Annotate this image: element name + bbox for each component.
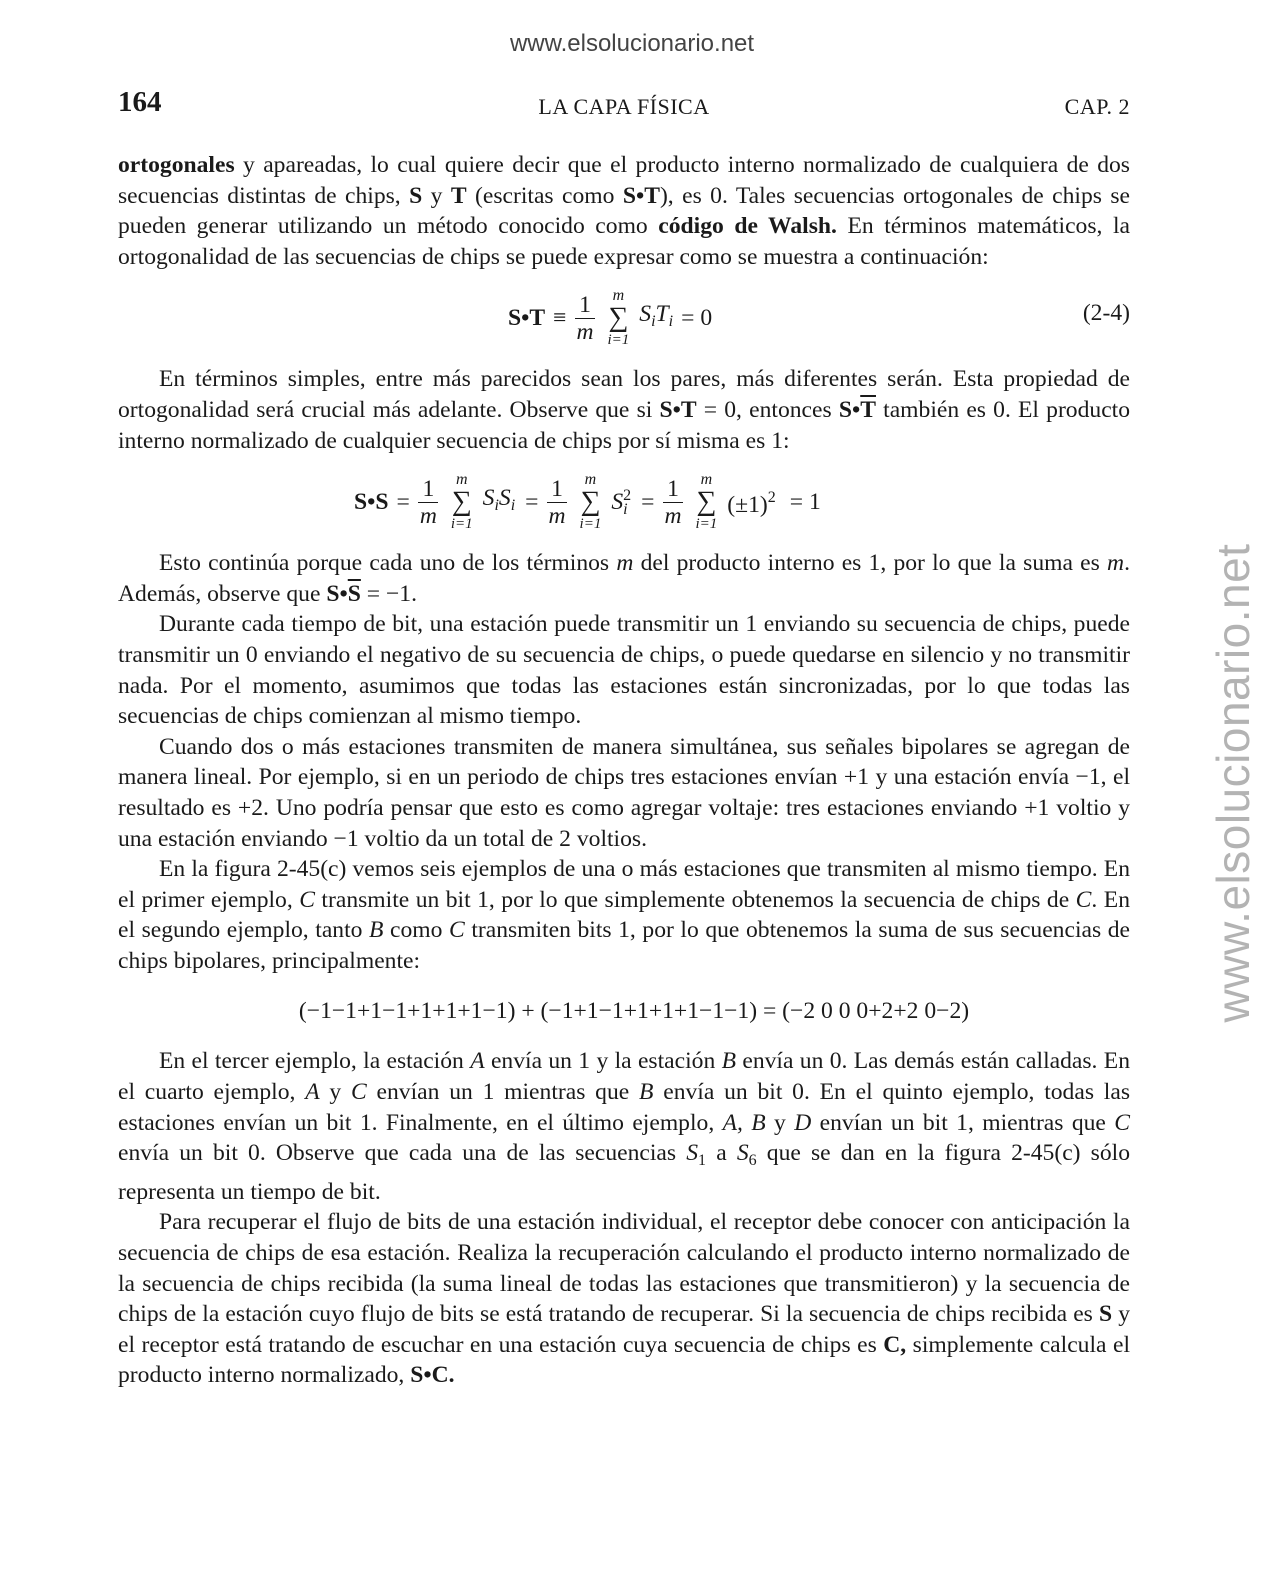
- watermark-top: www.elsolucionario.net: [509, 30, 755, 57]
- var: C: [1114, 1109, 1131, 1136]
- var: S: [639, 301, 652, 328]
- denominator: m: [576, 318, 594, 345]
- term: S•C.: [410, 1362, 455, 1389]
- page-body: [118, 150, 1130, 1391]
- text: En términos simples, entre más parecidos sean los pares, más diferentes serán. Esta propiedad de ortogonalidad será crucial más adelante. Observe que si: [118, 366, 1130, 423]
- var: S: [498, 484, 511, 511]
- watermark-side-text: www.elsolucionario.net: [1207, 543, 1259, 1023]
- var: B: [639, 1079, 654, 1106]
- numerator: 1: [575, 292, 595, 319]
- text: = −1.: [360, 580, 417, 607]
- text: envían un bit 1, mientras que: [811, 1109, 1115, 1136]
- superscript: 2: [767, 489, 776, 507]
- sum-lower: i=1: [450, 516, 473, 533]
- text: que se dan en la figura 2-45(c) sólo representa un tiempo de bit.: [118, 1140, 1130, 1205]
- subscript: i: [494, 496, 499, 514]
- sum-symbol: ∑: [608, 302, 629, 334]
- subscript: i: [668, 313, 674, 331]
- text: y el receptor está tratando de escuchar en una estación cuya secuencia de chips es: [118, 1301, 1130, 1358]
- eq-rhs: = 1: [789, 488, 821, 515]
- term: S•T: [659, 396, 697, 423]
- sum-lower: i=1: [607, 332, 630, 349]
- var: m: [616, 550, 634, 577]
- text: y: [422, 182, 451, 209]
- term: [483, 483, 516, 522]
- fraction: [660, 476, 685, 529]
- subscript: i: [623, 501, 628, 519]
- numerator: 1: [547, 476, 567, 503]
- eq-rhs: = 0: [681, 305, 713, 332]
- eq-sign: =: [641, 488, 655, 515]
- paragraph-6: [118, 854, 1130, 976]
- text: también es 0. El producto interno normalizado de cualquier secuencia de chips por sí misma es 1:: [118, 396, 1131, 454]
- text: transmiten bits 1, por lo que obtenemos la suma de sus secuencias de chips bipolares, principalmente:: [118, 917, 1130, 974]
- sum-lower: i=1: [579, 516, 602, 533]
- var: B: [721, 1048, 737, 1075]
- term: T: [450, 182, 467, 209]
- text: En el tercer ejemplo, la estación: [159, 1048, 471, 1075]
- text: envían un 1 mientras que: [366, 1079, 640, 1106]
- paragraph-1: [118, 150, 1130, 272]
- text: como: [383, 917, 449, 944]
- eq-sign: =: [396, 488, 410, 515]
- var: C: [299, 886, 315, 913]
- text: envía un 1 y la estación: [484, 1048, 722, 1075]
- var: S: [611, 488, 624, 515]
- denominator: m: [664, 502, 682, 529]
- text: = 0, entonces: [696, 396, 839, 423]
- term: S: [409, 182, 423, 209]
- summation: [695, 472, 717, 532]
- equation-number: (2-4): [1082, 300, 1130, 327]
- text: Para recuperar el flujo de bits de una estación individual, el receptor debe conocer con anticipación la secuencia de chips de esa estación. Realiza la recuperación calculando el producto interno normalizado de la secuencia de chips recibida (la suma lineal de todas las estaciones que transmitieron) y la secuencia de chips de la estación cuyo flujo de bits se está tratando de recuperar. Si la secuencia de chips recibida es: [118, 1209, 1130, 1328]
- term: S•T: [622, 182, 660, 209]
- eq-lhs: S•S: [354, 488, 389, 515]
- paragraph-4: Durante cada tiempo de bit, una estación puede transmitir un 1 enviando su secuencia de chips, puede transmitir un 0 enviando el negativo de su secuencia de chips, o puede quedarse en silencio y no transmitir nada. Por el momento, asumimos que todas las estaciones están sincronizadas, por lo que todas las secuencias de chips comienzan al mismo tiempo.: [118, 611, 1130, 730]
- text: y: [319, 1079, 351, 1106]
- text: envía un bit 0. Observe que cada una de las secuencias: [118, 1140, 687, 1167]
- var: C: [351, 1079, 367, 1106]
- subscript: 6: [748, 1152, 757, 1170]
- text: envía un 0. Las demás están calladas. En el cuarto ejemplo,: [118, 1048, 1130, 1106]
- equation-text: (−1−1+1−1+1+1+1−1) + (−1+1−1+1+1+1−1−1) = (−2 0 0 0+2+2 0−2): [298, 998, 970, 1025]
- text: (escritas como: [466, 182, 623, 209]
- equation-body: [354, 464, 821, 540]
- sum-lower: i=1: [695, 516, 718, 533]
- sum-symbol: ∑: [451, 486, 472, 518]
- text: Esto continúa porque cada uno de los términos: [159, 550, 617, 577]
- term: S: [1098, 1301, 1113, 1328]
- sum-upper: m: [455, 471, 468, 489]
- sum-symbol: ∑: [696, 486, 717, 518]
- term: [727, 483, 775, 521]
- text: ), es 0. Tales secuencias ortogonales de chips se pueden generar utilizando un método conocido como: [118, 182, 1130, 240]
- sum-upper: m: [700, 471, 713, 489]
- equation-2-4: [118, 272, 1130, 364]
- fraction: [572, 292, 597, 345]
- numerator: 1: [663, 476, 683, 503]
- denominator: m: [548, 502, 566, 529]
- text: y: [765, 1109, 795, 1136]
- running-header: [118, 86, 1130, 122]
- eq-lhs: S•T: [508, 305, 546, 332]
- denominator: m: [419, 502, 437, 529]
- equation-chip-sum: [118, 976, 1130, 1046]
- term-overline: $\overline{S}$: [347, 580, 361, 607]
- numerator: 1: [418, 476, 438, 503]
- var: B: [369, 917, 384, 944]
- sum-symbol: ∑: [580, 486, 601, 518]
- var: T: [655, 301, 669, 328]
- sup-sub: [623, 489, 631, 517]
- var: A: [470, 1048, 485, 1075]
- summation: [607, 288, 629, 348]
- term: C,: [883, 1331, 907, 1358]
- eq-equiv: ≡: [553, 305, 567, 332]
- fraction: [416, 476, 441, 529]
- page-number: 164: [118, 86, 162, 118]
- paragraph-5: Cuando dos o más estaciones transmiten de manera simultánea, sus señales bipolares se agregan de manera lineal. Por ejemplo, si en un periodo de chips tres estaciones envían +1 y una estación envía −1, el resultado es +2. Uno podría pensar que esto es como agregar voltaje: tres estaciones enviando +1 voltio y una estación enviando −1 voltio da un total de 2 voltios.: [118, 733, 1130, 852]
- fraction: [544, 476, 569, 529]
- sum-upper: m: [584, 471, 597, 489]
- text: . Además, observe que: [118, 550, 1130, 607]
- term: ortogonales: [118, 152, 235, 178]
- var: m: [1107, 550, 1125, 577]
- term-overline: $\overline{T}$: [860, 396, 876, 423]
- running-title: LA CAPA FÍSICA: [538, 94, 710, 119]
- sum-upper: m: [612, 287, 625, 305]
- var: A: [305, 1079, 320, 1106]
- paragraph-2: [118, 364, 1130, 456]
- text: . En el segundo ejemplo, tanto: [118, 886, 1130, 944]
- var: S: [736, 1140, 749, 1167]
- var: D: [794, 1109, 812, 1136]
- term: S•: [326, 580, 348, 607]
- subscript: 1: [698, 1152, 707, 1170]
- var: C: [1075, 886, 1092, 913]
- summation: [451, 472, 473, 532]
- text: transmite un bit 1, por lo que simplemente obtenemos la secuencia de chips de: [314, 886, 1076, 913]
- pm-one: (±1): [727, 492, 768, 519]
- paragraph-8: [118, 1207, 1130, 1391]
- text: simplemente calcula el producto interno normalizado,: [118, 1331, 1130, 1389]
- equation-self-product: [118, 456, 1130, 548]
- text: En la figura 2-45(c) vemos seis ejemplos de una o más estaciones que transmiten al mismo tiempo. En el primer ejemplo,: [118, 856, 1130, 913]
- chapter-label: CAP. 2: [1064, 94, 1130, 119]
- term: código de Walsh.: [658, 213, 837, 240]
- paragraph-7: [118, 1046, 1130, 1207]
- text: a: [706, 1140, 737, 1167]
- equation-body: [508, 280, 712, 356]
- var: S: [686, 1140, 699, 1167]
- summation: [580, 472, 602, 532]
- term: [639, 299, 673, 338]
- text: envía un bit 0. En el quinto ejemplo, todas las estaciones envían un bit 1. Finalmente, en el último ejemplo,: [118, 1079, 1130, 1136]
- var: A, B: [722, 1109, 766, 1136]
- text: del producto interno es 1, por lo que la suma es: [633, 550, 1108, 577]
- paragraph-3: [118, 548, 1130, 609]
- text: En términos matemáticos, la ortogonalidad de las secuencias de chips se puede expresar como se muestra a continuación:: [118, 213, 1131, 270]
- term: S•: [838, 396, 861, 423]
- term: [611, 487, 631, 518]
- subscript: i: [510, 496, 516, 514]
- superscript: 2: [623, 487, 632, 505]
- text: y apareadas, lo cual quiere decir que el producto interno normalizado de cualquiera de dos secuencias distintas de chips,: [118, 152, 1130, 209]
- var: C: [449, 917, 465, 944]
- subscript: i: [651, 313, 656, 331]
- eq-sign: =: [525, 488, 539, 515]
- var: S: [482, 484, 495, 511]
